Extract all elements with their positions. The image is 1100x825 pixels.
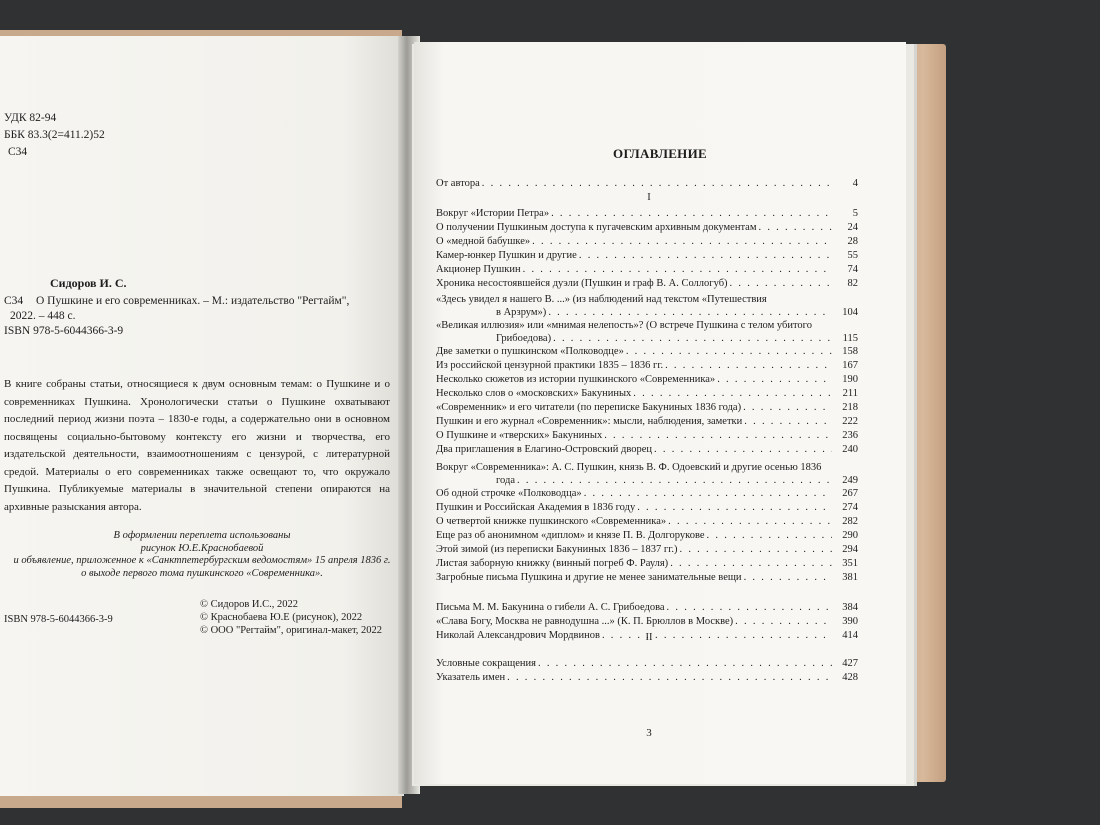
toc-leader-dots <box>548 307 832 320</box>
toc-entry-title-cont: в Арзрум») <box>496 306 547 318</box>
toc-entry-title: Несколько сюжетов из истории пушкинского «Современника» <box>436 374 716 385</box>
toc-page-number: 74 <box>847 264 858 275</box>
toc-entry-title: Указатель имен <box>436 672 506 683</box>
toc-entry <box>436 264 858 277</box>
isbn-bottom: ISBN 978-5-6044366-3-9 <box>4 614 113 625</box>
toc-entry-title-cont: Грибоедова) <box>496 332 552 344</box>
toc-page-number: 5 <box>852 208 858 219</box>
toc-leader-dots <box>717 374 832 387</box>
toc-entry-title: Хроника несостоявшейся дуэли (Пушкин и граф В. А. Соллогуб) <box>436 278 728 289</box>
toc-entry <box>436 558 858 571</box>
copyright-line: © ООО "Регтайм", оригинал-макет, 2022 <box>200 625 383 636</box>
entry-line-2: 2022. – 448 с. <box>10 310 76 322</box>
toc-entry-title: О «медной бабушке» <box>436 236 531 247</box>
toc-page-number: 222 <box>842 416 858 427</box>
toc-entry-title: О четвертой книжке пушкинского «Современника» <box>436 516 667 527</box>
toc-page-number: 381 <box>842 572 858 583</box>
toc-entry-title: «Современник» и его читатели (по переписке Бакуниных 1836 года) <box>436 402 742 413</box>
toc-page-number: 236 <box>842 430 858 441</box>
toc-page-number: 158 <box>842 346 858 357</box>
toc-entry <box>436 488 858 501</box>
entry-isbn: ISBN 978-5-6044366-3-9 <box>4 325 124 337</box>
udk-code: УДК 82-94 <box>4 112 57 124</box>
toc-entry <box>436 320 858 345</box>
toc-entry <box>436 250 858 263</box>
toc-leader-dots <box>679 544 832 557</box>
toc-entry-title: Несколько слов о «московских» Бакуниных <box>436 388 632 399</box>
toc-page-number: 167 <box>842 360 858 371</box>
toc-page-number: 274 <box>842 502 858 513</box>
toc-entry-title: Письма М. М. Бакунина о гибели А. С. Грибоедова <box>436 602 665 613</box>
toc-entry <box>436 236 858 249</box>
left-page <box>0 36 404 796</box>
toc-entry <box>436 222 858 235</box>
toc-leader-dots <box>482 178 832 191</box>
toc-entry <box>436 416 858 429</box>
toc-entry-title: Два приглашения в Елагино-Островский дворец <box>436 444 653 455</box>
toc-entry-title: Этой зимой (из переписки Бакуниных 1836 – 1837 гг.) <box>436 544 678 555</box>
cover-credits <box>0 530 404 580</box>
right-page <box>414 42 906 784</box>
toc-page-number: 390 <box>842 616 858 627</box>
toc-entry-title: Вокруг «Современника»: А. С. Пушкин, князь В. Ф. Одоевский и другие осенью 1836 <box>436 462 822 473</box>
toc-entry <box>436 374 858 387</box>
toc-page-number: 249 <box>842 474 858 486</box>
toc-entry <box>436 278 858 291</box>
credit-line: о выходе первого тома пушкинского «Современника». <box>81 567 323 579</box>
toc-entry-title: Пушкин и Российская Академия в 1836 году <box>436 502 636 513</box>
toc-page-number: 267 <box>842 488 858 499</box>
toc-entry <box>436 658 858 671</box>
toc-page-number: 4 <box>852 178 858 189</box>
annotation: В книге собраны статьи, относящиеся к двум основным темам: о Пушкине и о современниках Пушкина. Хронологически статьи о Пушкине охватывают последний период жизни поэта – 1830-е годы, а содержательно они в основном посвящены социально-бытовому контексту его жизни и творчества, его издательской деятельности, взаимоотношениям с цензурой, с литературной средой. Материалы о его современниках также освещают то, что окружало Пушкина. Публикуемые материалы в значительной степени опираются на архивные разыскания автора. <box>4 378 390 513</box>
toc-entry <box>436 502 858 515</box>
author-mark: С34 <box>8 146 28 158</box>
toc-entry <box>436 430 858 443</box>
toc-entry-title: «Великая иллюзия» или «мнимая нелепость»? (О встрече Пушкина с телом убитого <box>436 320 812 331</box>
toc-leader-dots <box>538 658 832 671</box>
toc-entry <box>436 208 858 221</box>
credit-line: В оформлении переплета использованы <box>113 530 291 541</box>
toc-entry-title: Камер-юнкер Пушкин и другие <box>436 250 577 261</box>
toc-entry-title: Николай Александрович Мордвинов <box>436 630 600 641</box>
toc-leader-dots <box>730 278 832 291</box>
toc-leader-dots <box>626 346 832 359</box>
toc-leader-dots <box>744 416 832 429</box>
toc-entry <box>436 388 858 401</box>
toc-page-number: 414 <box>842 630 858 641</box>
toc-entry-title: «Слава Богу, Москва не равнодушна ...» (К. П. Брюллов в Москве) <box>436 616 734 627</box>
toc-entry-title-cont: года <box>496 474 515 486</box>
toc-page-number: 294 <box>842 544 858 555</box>
toc-entry <box>436 178 858 191</box>
toc-entry-title: Условные сокращения <box>436 658 536 669</box>
toc-page-number: 211 <box>842 388 858 399</box>
toc-page-number: 282 <box>842 516 858 527</box>
section-marker-1: I <box>647 192 651 203</box>
toc-entry <box>436 462 858 487</box>
toc-entry-title: Акционер Пушкин <box>436 264 521 275</box>
toc-leader-dots <box>523 264 832 277</box>
toc-page-number: 218 <box>842 402 858 413</box>
toc-page-number: 428 <box>842 672 858 683</box>
toc-leader-dots <box>553 333 832 346</box>
author-name: Сидоров И. С. <box>50 276 127 290</box>
toc-leader-dots <box>604 430 832 443</box>
toc-leader-dots <box>744 572 832 585</box>
toc-leader-dots <box>633 388 832 401</box>
toc-entry-title: Загробные письма Пушкина и другие не менее занимательные вещи <box>436 572 742 583</box>
toc-page-number: 82 <box>847 278 858 289</box>
toc-page-number: 24 <box>847 222 858 233</box>
toc-entry <box>436 360 858 373</box>
toc-page-number: 290 <box>842 530 858 541</box>
toc-leader-dots <box>707 530 832 543</box>
entry-code: С34 <box>4 295 24 307</box>
toc-entry <box>436 672 858 685</box>
toc-leader-dots <box>668 516 832 529</box>
toc-leader-dots <box>665 360 832 373</box>
toc-leader-dots <box>579 250 832 263</box>
page-number: 3 <box>646 727 652 739</box>
toc-entry-title: Из российской цензурной практики 1835 – 1836 гг. <box>436 360 664 371</box>
toc-leader-dots <box>584 488 832 501</box>
toc-entry-title: О Пушкине и «тверских» Бакуниных <box>436 430 603 441</box>
toc-entry-title: Две заметки о пушкинском «Полководце» <box>436 346 624 357</box>
toc-entry-title: Пушкин и его журнал «Современник»: мысли, наблюдения, заметки <box>436 416 743 427</box>
toc-page-number: 28 <box>847 236 858 247</box>
toc-leader-dots <box>667 602 832 615</box>
toc-page-number: 351 <box>842 558 858 569</box>
toc-leader-dots <box>637 502 832 515</box>
toc-entry <box>436 294 858 319</box>
bbk-code: ББК 83.3(2=411.2)52 <box>4 129 105 141</box>
toc-entry <box>436 530 858 543</box>
toc-entry <box>436 544 858 557</box>
toc-entry <box>436 616 858 629</box>
toc-entry-title: Вокруг «Истории Петра» <box>436 208 550 219</box>
toc-entry <box>436 402 858 415</box>
toc-entry <box>436 346 858 359</box>
toc-entry <box>436 572 858 585</box>
credit-line: рисунок Ю.Е.Краснобаевой <box>140 542 264 554</box>
toc-leader-dots <box>670 558 832 571</box>
toc-page-number: 384 <box>842 602 858 613</box>
toc-page-number: 427 <box>842 658 858 669</box>
toc-entry-title: «Здесь увидел я нашего В. ...» (из наблюдений над текстом «Путешествия <box>436 294 767 305</box>
toc-entry-title: О получении Пушкиным доступа к пугачевским архивным документам <box>436 222 757 233</box>
toc-leader-dots <box>735 616 832 629</box>
toc-page-number: 55 <box>847 250 858 261</box>
toc-entry-title: Еще раз об анонимном «диплом» и князе П. В. Долгорукове <box>436 530 705 541</box>
copyright-line: © Сидоров И.С., 2022 <box>200 599 298 610</box>
toc-leader-dots <box>507 672 832 685</box>
entry-line-1: О Пушкине и его современниках. – М.: издательство "Регтайм", <box>36 295 350 307</box>
toc-title: ОГЛАВЛЕНИЕ <box>613 146 707 161</box>
toc-leader-dots <box>743 402 832 415</box>
toc-entry <box>436 516 858 529</box>
toc-leader-dots <box>551 208 832 221</box>
toc-leader-dots <box>758 222 832 235</box>
toc-entry-title: Об одной строчке «Полководца» <box>436 488 582 499</box>
toc-page-number: 190 <box>842 374 858 385</box>
toc-leader-dots <box>517 475 832 488</box>
toc-entry-title: От автора <box>436 178 480 189</box>
toc-page-number: 240 <box>842 444 858 455</box>
toc-entry-title: Листая заборную книжку (винный погреб Ф. Рауля) <box>436 558 669 569</box>
toc-entry <box>436 444 858 457</box>
toc-page-number: 104 <box>842 306 858 318</box>
toc-page-number: 115 <box>842 332 858 344</box>
copyright-line: © Краснобаева Ю.Е (рисунок), 2022 <box>200 612 363 623</box>
credit-line: и объявление, приложенное к «Санктпетербургским ведомостям» 15 апреля 1836 г. <box>13 555 391 566</box>
toc-leader-dots <box>654 444 832 457</box>
toc-leader-dots <box>532 236 832 249</box>
toc-entry <box>436 602 858 615</box>
section-marker-2: II <box>645 632 653 643</box>
